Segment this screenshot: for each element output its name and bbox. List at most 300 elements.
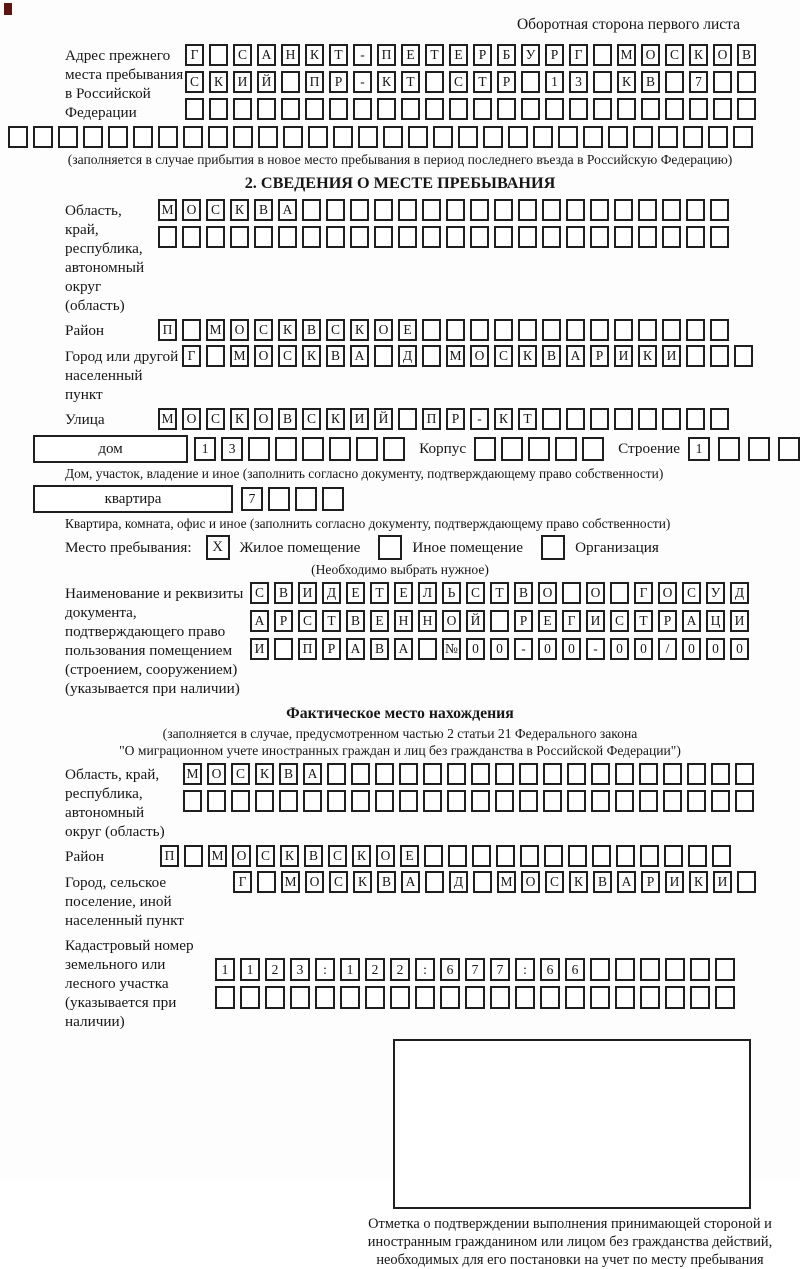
char-cell: С [278, 345, 297, 367]
char-cell [686, 199, 705, 221]
char-cell [711, 790, 730, 812]
char-cell [340, 986, 360, 1009]
char-cell: Н [418, 610, 437, 632]
char-cell [543, 763, 562, 785]
fact-location-note-1: (заполняется в случае, предусмотренном частью 2 статьи 21 Федерального закона [162, 726, 638, 741]
char-cell: К [302, 345, 321, 367]
char-cell: Р [545, 44, 564, 66]
char-cell [206, 226, 225, 248]
char-cell [663, 763, 682, 785]
oblast-label: Область, край, республика, автономный округ (область) [65, 202, 145, 314]
char-cell: П [298, 638, 317, 660]
char-cell [582, 437, 604, 461]
char-cell [542, 199, 561, 221]
prev-address-rows [185, 44, 756, 120]
char-cell [415, 986, 435, 1009]
char-cell [610, 582, 629, 604]
char-cell [518, 226, 537, 248]
char-cell: П [305, 71, 324, 93]
char-cell [424, 845, 443, 867]
char-cell: Е [370, 610, 389, 632]
char-cell: С [665, 44, 684, 66]
char-cell [231, 790, 250, 812]
char-cell: В [377, 871, 396, 893]
char-cell [542, 319, 561, 341]
char-cell [447, 763, 466, 785]
char-cell [616, 845, 635, 867]
korpus-cells [474, 437, 604, 461]
char-cell [737, 871, 756, 893]
char-cell [281, 98, 300, 120]
char-cell [662, 319, 681, 341]
char-cell [638, 319, 657, 341]
char-cell [615, 986, 635, 1009]
char-cell: Ь [442, 582, 461, 604]
char-cell [568, 845, 587, 867]
char-cell: С [682, 582, 701, 604]
fact-raion-block [65, 845, 800, 867]
char-cell [399, 790, 418, 812]
char-cell [508, 126, 528, 148]
char-cell: Б [497, 44, 516, 66]
char-cell: 0 [682, 638, 701, 660]
char-cell [302, 226, 321, 248]
char-cell [248, 437, 270, 461]
char-cell [383, 126, 403, 148]
char-cell: А [257, 44, 276, 66]
char-cell [315, 986, 335, 1009]
char-cell [542, 408, 561, 430]
char-cell: Й [374, 408, 393, 430]
page-side-note: Оборотная сторона первого листа [516, 16, 740, 33]
char-cell [592, 845, 611, 867]
char-cell [446, 319, 465, 341]
char-cell [279, 790, 298, 812]
char-cell [158, 226, 177, 248]
char-cell: С [256, 845, 275, 867]
raion-block [65, 319, 800, 341]
confirmation-stamp-caption: Отметка о подтверждении выполнения принимающей стороной и иностранным гражданином или лицом без гражданства действий, необходимых для его постановки на учет по месту пребывания [367, 1216, 773, 1268]
char-cell [614, 226, 633, 248]
char-cell: Й [466, 610, 485, 632]
char-cell: 0 [538, 638, 557, 660]
checkbox-residential: X [206, 535, 230, 560]
char-cell: И [662, 345, 681, 367]
ulitsa-block [65, 408, 800, 430]
char-cell: Г [185, 44, 204, 66]
char-cell [185, 98, 204, 120]
char-cell [593, 44, 612, 66]
title-doc-char-row-3 [250, 638, 749, 660]
char-cell [686, 226, 705, 248]
char-cell [447, 790, 466, 812]
char-cell [495, 790, 514, 812]
char-cell: И [665, 871, 684, 893]
char-cell [662, 199, 681, 221]
char-cell [254, 226, 273, 248]
char-cell [686, 319, 705, 341]
char-cell [615, 958, 635, 981]
char-cell [333, 126, 353, 148]
oblast-rows [158, 199, 729, 248]
char-cell: П [158, 319, 177, 341]
cadastral-label: Кадастровый номер земельного или лесного участка (указывается при наличии) [65, 937, 194, 1030]
char-cell: - [514, 638, 533, 660]
option-other-premises-label: Иное помещение [412, 538, 524, 556]
char-cell: М [497, 871, 516, 893]
char-cell: А [566, 345, 585, 367]
char-cell: 0 [466, 638, 485, 660]
char-cell [327, 790, 346, 812]
oblast-char-row-2 [158, 226, 729, 248]
char-cell: И [350, 408, 369, 430]
char-cell: И [713, 871, 732, 893]
char-cell: О [182, 408, 201, 430]
char-cell: Р [497, 71, 516, 93]
char-cell: 7 [241, 487, 263, 511]
char-cell [615, 790, 634, 812]
prev-address-note: (заполняется в случае прибытия в новое место пребывания в период последнего въезда в Российскую Федерацию) [67, 152, 733, 167]
char-cell: В [542, 345, 561, 367]
char-cell [690, 958, 710, 981]
char-cell [209, 44, 228, 66]
char-cell: Л [418, 582, 437, 604]
char-cell: 6 [540, 958, 560, 981]
char-cell [640, 958, 660, 981]
char-cell [374, 226, 393, 248]
char-cell: П [422, 408, 441, 430]
char-cell: В [274, 582, 293, 604]
char-cell: К [326, 408, 345, 430]
char-cell [713, 71, 732, 93]
char-cell: А [346, 638, 365, 660]
char-cell [268, 487, 290, 511]
char-cell [290, 986, 310, 1009]
char-cell: П [160, 845, 179, 867]
char-cell: С [206, 408, 225, 430]
char-cell [665, 71, 684, 93]
char-cell [686, 345, 705, 367]
char-cell [545, 98, 564, 120]
char-cell [543, 790, 562, 812]
fact-oblast-rows [183, 763, 754, 812]
fact-location-title: Фактическое место нахождения [286, 705, 514, 722]
char-cell [473, 98, 492, 120]
char-cell [662, 408, 681, 430]
char-cell: О [442, 610, 461, 632]
char-cell [591, 790, 610, 812]
oblast-char-row-1 [158, 199, 729, 221]
char-cell [590, 986, 610, 1009]
char-cell [713, 98, 732, 120]
char-cell: К [518, 345, 537, 367]
char-cell [423, 790, 442, 812]
char-cell: К [230, 199, 249, 221]
char-cell: С [449, 71, 468, 93]
char-cell [737, 71, 756, 93]
char-cell [687, 790, 706, 812]
char-cell [327, 763, 346, 785]
char-cell [708, 126, 728, 148]
char-cell: С [328, 845, 347, 867]
char-cell: В [641, 71, 660, 93]
char-cell: О [538, 582, 557, 604]
char-cell [207, 790, 226, 812]
char-cell [715, 958, 735, 981]
char-cell [633, 126, 653, 148]
char-cell: М [281, 871, 300, 893]
char-cell [689, 98, 708, 120]
char-cell: - [586, 638, 605, 660]
char-cell [640, 986, 660, 1009]
char-cell [638, 408, 657, 430]
char-cell: С [494, 345, 513, 367]
char-cell [356, 437, 378, 461]
char-cell: К [352, 845, 371, 867]
char-cell [665, 958, 685, 981]
char-cell [158, 126, 178, 148]
char-cell [735, 763, 754, 785]
char-cell [425, 871, 444, 893]
char-cell: 1 [194, 437, 216, 461]
char-cell: М [208, 845, 227, 867]
char-cell: Е [401, 44, 420, 66]
prev-address-char-row-1 [185, 44, 756, 66]
char-cell [639, 763, 658, 785]
char-cell [555, 437, 577, 461]
char-cell: С [466, 582, 485, 604]
char-cell: К [617, 71, 636, 93]
char-cell [658, 126, 678, 148]
char-cell: К [638, 345, 657, 367]
char-cell [449, 98, 468, 120]
char-cell: 3 [290, 958, 310, 981]
place-of-stay-row [65, 535, 800, 560]
char-cell [614, 319, 633, 341]
char-cell [302, 199, 321, 221]
char-cell: О [713, 44, 732, 66]
char-cell [374, 199, 393, 221]
house-type-box: дом [33, 435, 188, 463]
char-cell [641, 98, 660, 120]
char-cell: К [209, 71, 228, 93]
char-cell [665, 98, 684, 120]
char-cell: 1 [545, 71, 564, 93]
char-cell [281, 71, 300, 93]
char-cell [501, 437, 523, 461]
char-cell: 6 [440, 958, 460, 981]
char-cell: К [377, 71, 396, 93]
char-cell: Р [274, 610, 293, 632]
raion-char-row [158, 319, 729, 341]
char-cell [351, 790, 370, 812]
char-cell [206, 345, 225, 367]
char-cell [422, 226, 441, 248]
char-cell [350, 199, 369, 221]
char-cell [305, 98, 324, 120]
char-cell [303, 790, 322, 812]
char-cell: № [442, 638, 461, 660]
char-cell: С [329, 871, 348, 893]
char-cell [496, 845, 515, 867]
char-cell [710, 226, 729, 248]
char-cell: В [279, 763, 298, 785]
char-cell [593, 98, 612, 120]
char-cell: М [158, 408, 177, 430]
char-cell [544, 845, 563, 867]
char-cell: К [305, 44, 324, 66]
char-cell [567, 763, 586, 785]
char-cell: Г [182, 345, 201, 367]
char-cell [182, 226, 201, 248]
char-cell [278, 226, 297, 248]
char-cell [521, 98, 540, 120]
char-cell: С [302, 408, 321, 430]
char-cell [687, 763, 706, 785]
fact-location-note-2: "О миграционном учете иностранных граждан и лиц без гражданства в Российской Федерации") [119, 743, 681, 758]
char-cell [474, 437, 496, 461]
title-doc-char-row-2 [250, 610, 749, 632]
char-cell [688, 845, 707, 867]
char-cell: А [401, 871, 420, 893]
char-cell: 0 [634, 638, 653, 660]
char-cell: Р [446, 408, 465, 430]
char-cell [715, 986, 735, 1009]
char-cell [683, 126, 703, 148]
char-cell: Н [281, 44, 300, 66]
char-cell: К [689, 44, 708, 66]
char-cell: 6 [565, 958, 585, 981]
char-cell: 0 [490, 638, 509, 660]
char-cell: У [521, 44, 540, 66]
house-note: Дом, участок, владение и иное (заполнить согласно документу, подтверждающему право собственности) [65, 466, 664, 481]
char-cell [182, 319, 201, 341]
char-cell: Р [329, 71, 348, 93]
cadastral-block [65, 934, 800, 1031]
char-cell: А [250, 610, 269, 632]
char-cell [446, 199, 465, 221]
char-cell: О [207, 763, 226, 785]
gorod-char-row [182, 345, 753, 367]
char-cell: В [254, 199, 273, 221]
char-cell: С [545, 871, 564, 893]
char-cell [33, 126, 53, 148]
char-cell [322, 487, 344, 511]
char-cell: А [350, 345, 369, 367]
char-cell: О [641, 44, 660, 66]
char-cell: О [376, 845, 395, 867]
char-cell [258, 126, 278, 148]
char-cell [401, 98, 420, 120]
char-cell [614, 199, 633, 221]
char-cell: 1 [240, 958, 260, 981]
char-cell: А [617, 871, 636, 893]
char-cell: В [278, 408, 297, 430]
char-cell [470, 319, 489, 341]
char-cell [398, 408, 417, 430]
char-cell [521, 71, 540, 93]
char-cell [569, 98, 588, 120]
char-cell: - [353, 71, 372, 93]
char-cell [690, 986, 710, 1009]
char-cell [208, 126, 228, 148]
char-cell [590, 319, 609, 341]
char-cell: 3 [221, 437, 243, 461]
char-cell: С [326, 319, 345, 341]
char-cell: 1 [340, 958, 360, 981]
char-cell: Г [562, 610, 581, 632]
char-cell [566, 199, 585, 221]
char-cell: 0 [562, 638, 581, 660]
stroenie-cells [688, 437, 800, 461]
char-cell: Е [398, 319, 417, 341]
char-cell [638, 226, 657, 248]
char-cell [733, 126, 753, 148]
char-cell [351, 763, 370, 785]
char-cell: В [593, 871, 612, 893]
char-cell: Д [449, 871, 468, 893]
char-cell [471, 763, 490, 785]
fact-oblast-label: Область, край, республика, автономный округ (область) [65, 766, 165, 840]
char-cell [350, 226, 369, 248]
char-cell [8, 126, 28, 148]
char-cell [566, 319, 585, 341]
char-cell [408, 126, 428, 148]
option-residential-label: Жилое помещение [239, 538, 361, 556]
char-cell [494, 226, 513, 248]
char-cell [257, 98, 276, 120]
char-cell: Г [233, 871, 252, 893]
char-cell: У [706, 582, 725, 604]
char-cell: Т [425, 44, 444, 66]
fact-oblast-block [65, 763, 800, 841]
char-cell: 7 [689, 71, 708, 93]
char-cell: Р [322, 638, 341, 660]
char-cell [737, 98, 756, 120]
char-cell: В [370, 638, 389, 660]
char-cell [495, 763, 514, 785]
fact-raion-char-row [160, 845, 731, 867]
char-cell [718, 437, 740, 461]
char-cell [283, 126, 303, 148]
char-cell [184, 845, 203, 867]
char-cell: 2 [390, 958, 410, 981]
oblast-block [65, 199, 800, 315]
option-organization-label: Организация [575, 538, 659, 556]
gorod-label: Город или другой населенный пункт [65, 348, 179, 403]
char-cell: С [610, 610, 629, 632]
char-cell [662, 226, 681, 248]
char-cell: М [617, 44, 636, 66]
char-cell [358, 126, 378, 148]
prev-address-char-row-4 [8, 126, 800, 148]
char-cell [663, 790, 682, 812]
char-cell [375, 790, 394, 812]
apartment-row [33, 485, 800, 513]
char-cell: Е [394, 582, 413, 604]
char-cell [734, 345, 753, 367]
char-cell: С [254, 319, 273, 341]
char-cell [566, 226, 585, 248]
char-cell [593, 71, 612, 93]
char-cell [712, 845, 731, 867]
char-cell: : [415, 958, 435, 981]
char-cell: М [230, 345, 249, 367]
char-cell [458, 126, 478, 148]
fact-gorod-label: Город, сельское поселение, иной населенный пункт [65, 874, 184, 929]
char-cell: К [353, 871, 372, 893]
char-cell: Ц [706, 610, 725, 632]
